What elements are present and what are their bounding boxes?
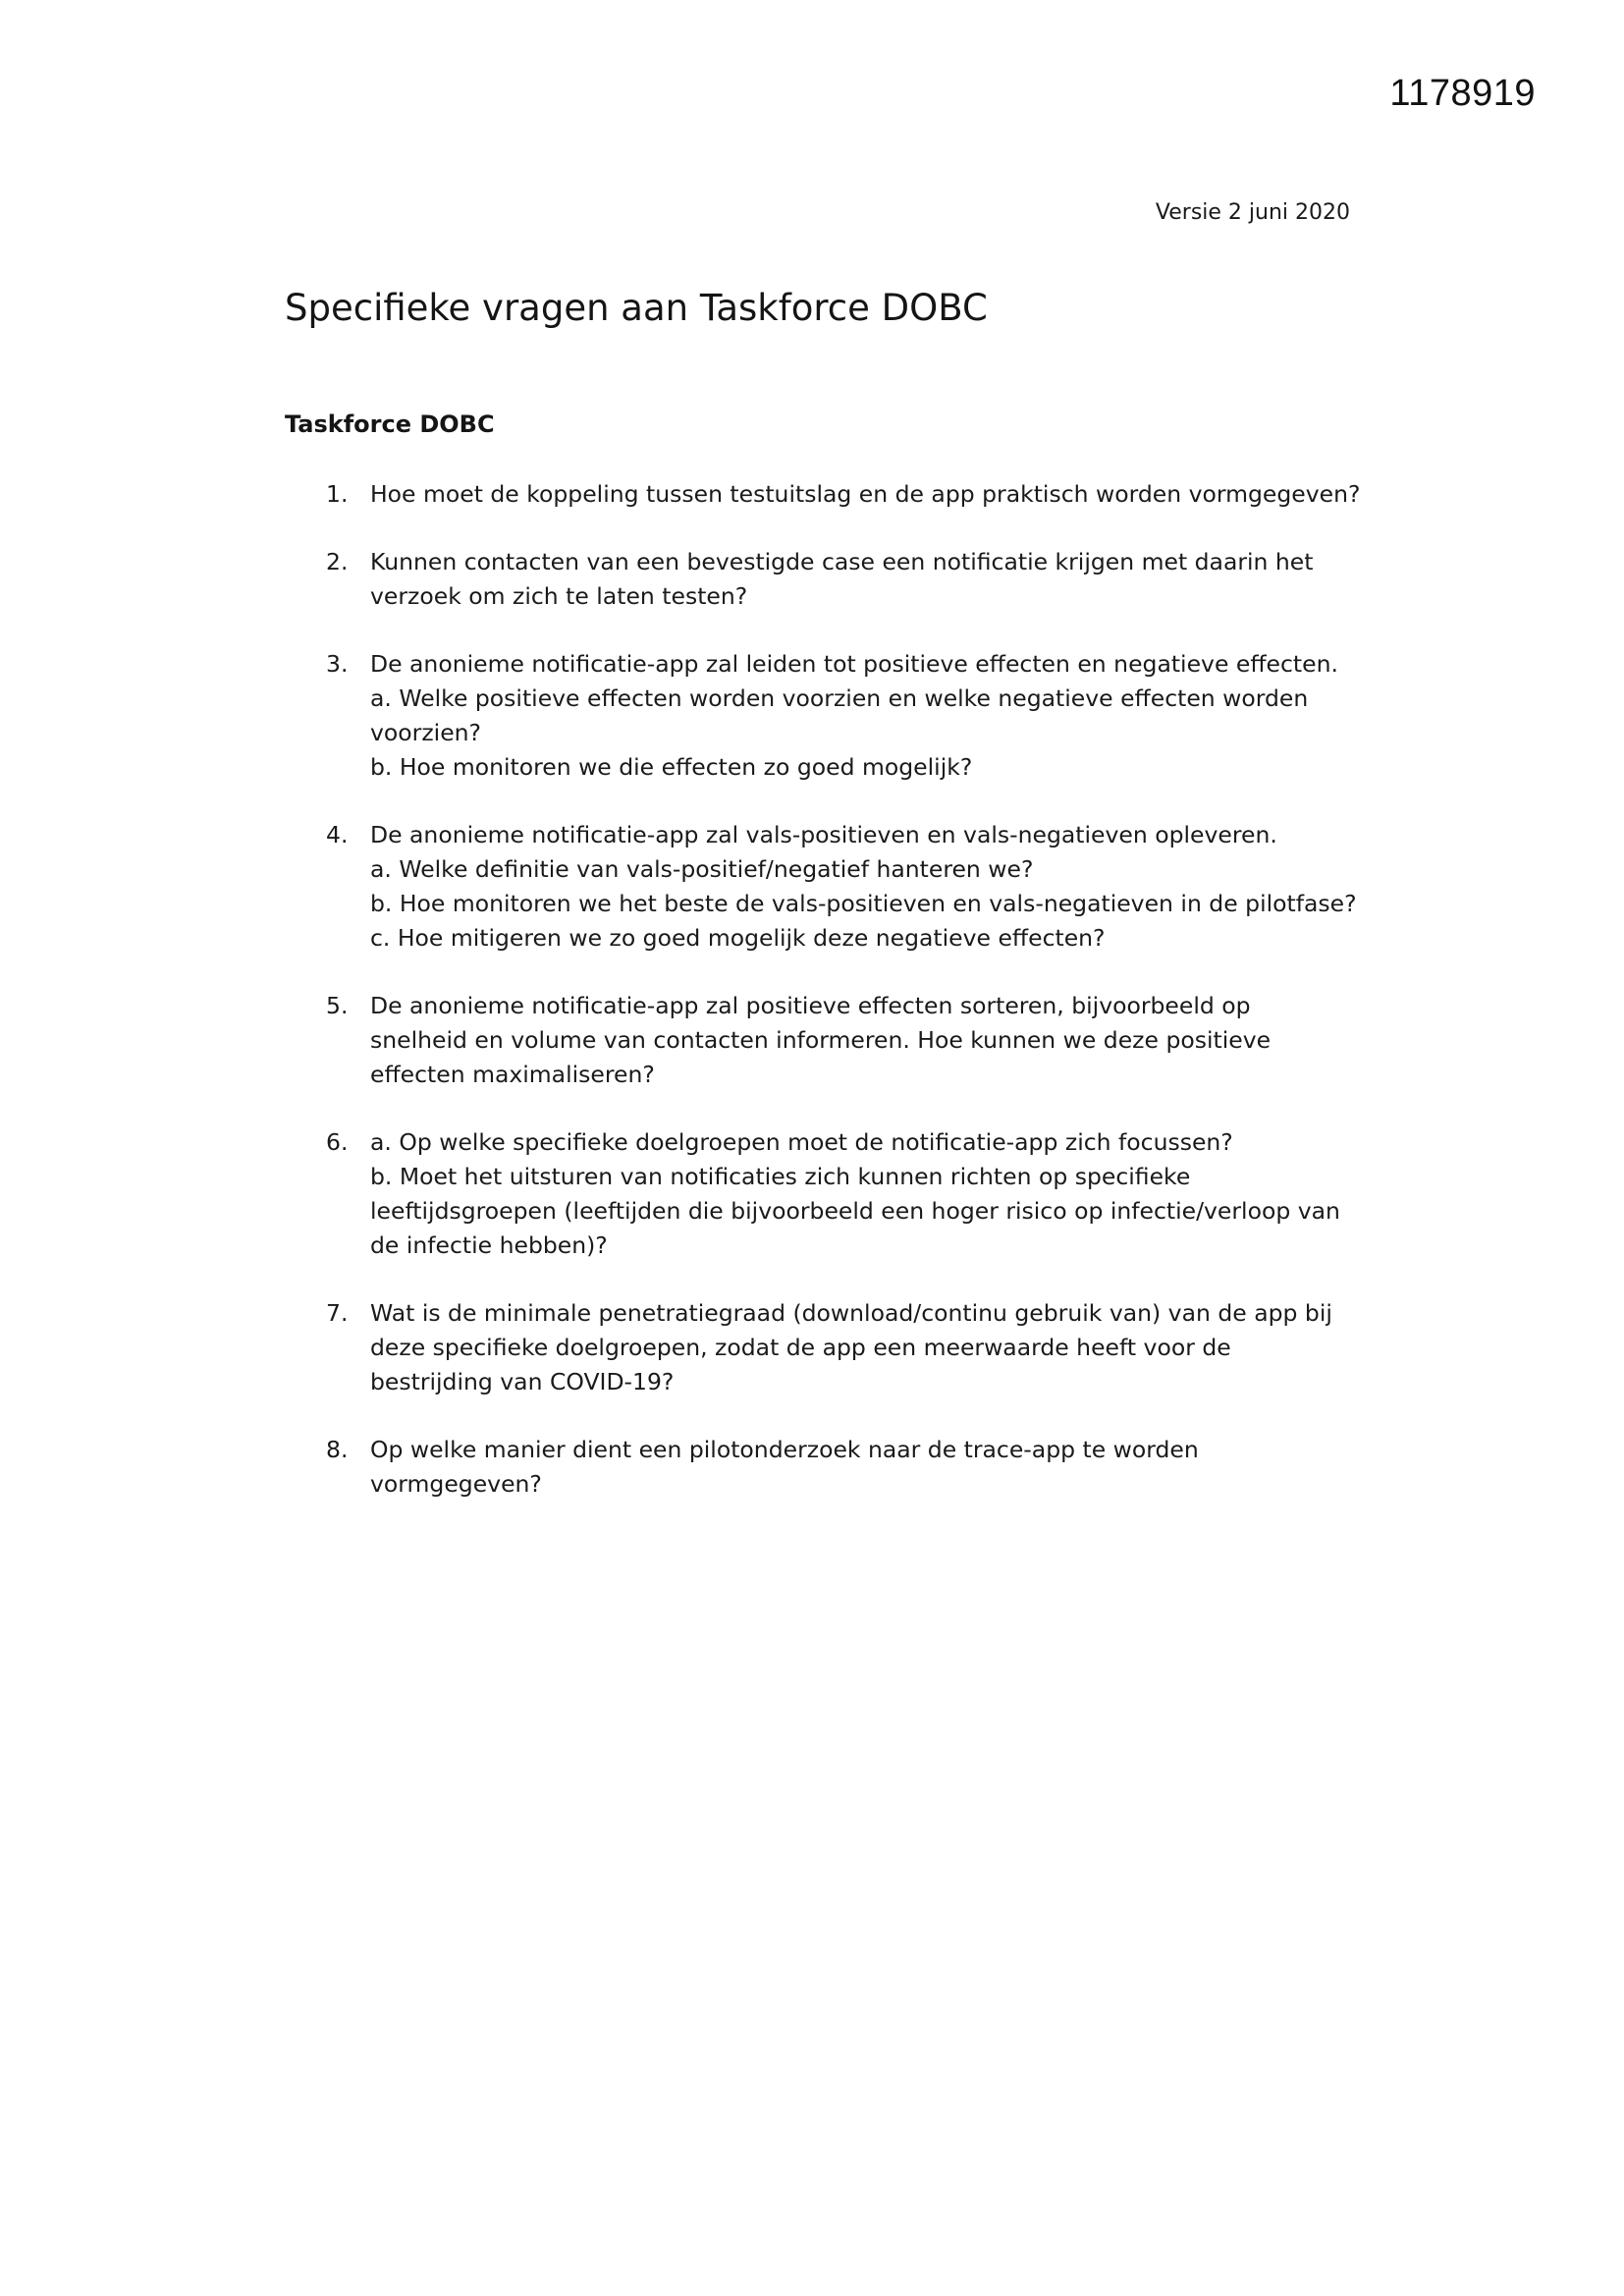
question-text-line: vormgegeven? <box>370 1470 542 1498</box>
question-item <box>326 477 1367 512</box>
question-item <box>326 1125 1367 1263</box>
question-text-line: a. Op welke specifieke doelgroepen moet de notificatie-app zich focussen? <box>370 1128 1233 1156</box>
question-text-line: snelheid en volume van contacten informeren. Hoe kunnen we deze positieve <box>370 1026 1272 1054</box>
question-number: 1. <box>326 480 349 508</box>
question-number: 7. <box>326 1299 349 1327</box>
document-id: 1178919 <box>1389 73 1536 114</box>
question-text-line: de infectie hebben)? <box>370 1231 608 1259</box>
version-date: Versie 2 juni 2020 <box>1155 200 1350 225</box>
question-text-line: De anonieme notificatie-app zal leiden tot positieve effecten en negatieve effecten. <box>370 650 1338 678</box>
question-item <box>326 818 1367 956</box>
question-number: 8. <box>326 1436 349 1463</box>
question-text-line: effecten maximaliseren? <box>370 1061 655 1088</box>
question-item <box>326 1433 1367 1502</box>
question-number: 4. <box>326 821 349 848</box>
question-text-line: leeftijdsgroepen (leeftijden die bijvoorbeeld een hoger risico op infectie/verloop van <box>370 1197 1340 1225</box>
question-item <box>326 989 1367 1092</box>
question-text-line: bestrijding van COVID-19? <box>370 1368 675 1395</box>
question-number: 3. <box>326 650 349 678</box>
section-heading: Taskforce DOBC <box>285 410 495 438</box>
question-text-line: a. Welke definitie van vals-positief/negatief hanteren we? <box>370 855 1034 883</box>
questions-list <box>326 477 1367 1535</box>
question-number: 5. <box>326 992 349 1019</box>
question-text-line: deze specifieke doelgroepen, zodat de app een meerwaarde heeft voor de <box>370 1334 1231 1361</box>
question-text-line: Hoe moet de koppeling tussen testuitslag en de app praktisch worden vormgegeven? <box>370 480 1361 508</box>
question-text-line: verzoek om zich te laten testen? <box>370 582 748 610</box>
question-text-line: Kunnen contacten van een bevestigde case een notificatie krijgen met daarin het <box>370 548 1314 575</box>
question-text-line: a. Welke positieve effecten worden voorzien en welke negatieve effecten worden <box>370 684 1309 712</box>
question-number: 6. <box>326 1128 349 1156</box>
question-text-line: b. Moet het uitsturen van notificaties zich kunnen richten op specifieke <box>370 1163 1191 1190</box>
question-text-line: Wat is de minimale penetratiegraad (download/continu gebruik van) van de app bij <box>370 1299 1332 1327</box>
question-item <box>326 545 1367 614</box>
question-item <box>326 1296 1367 1399</box>
question-text-line: De anonieme notificatie-app zal vals-positieven en vals-negatieven opleveren. <box>370 821 1277 848</box>
question-text-line: De anonieme notificatie-app zal positieve effecten sorteren, bijvoorbeeld op <box>370 992 1251 1019</box>
question-number: 2. <box>326 548 349 575</box>
question-text-line: b. Hoe monitoren we die effecten zo goed mogelijk? <box>370 753 973 781</box>
question-text-line: voorzien? <box>370 719 482 746</box>
question-text-line: c. Hoe mitigeren we zo goed mogelijk deze negatieve effecten? <box>370 924 1106 952</box>
question-item <box>326 647 1367 785</box>
question-text-line: Op welke manier dient een pilotonderzoek naar de trace-app te worden <box>370 1436 1199 1463</box>
question-text-line: b. Hoe monitoren we het beste de vals-positieven en vals-negatieven in de pilotfase? <box>370 890 1357 917</box>
page-title: Specifieke vragen aan Taskforce DOBC <box>285 287 988 329</box>
